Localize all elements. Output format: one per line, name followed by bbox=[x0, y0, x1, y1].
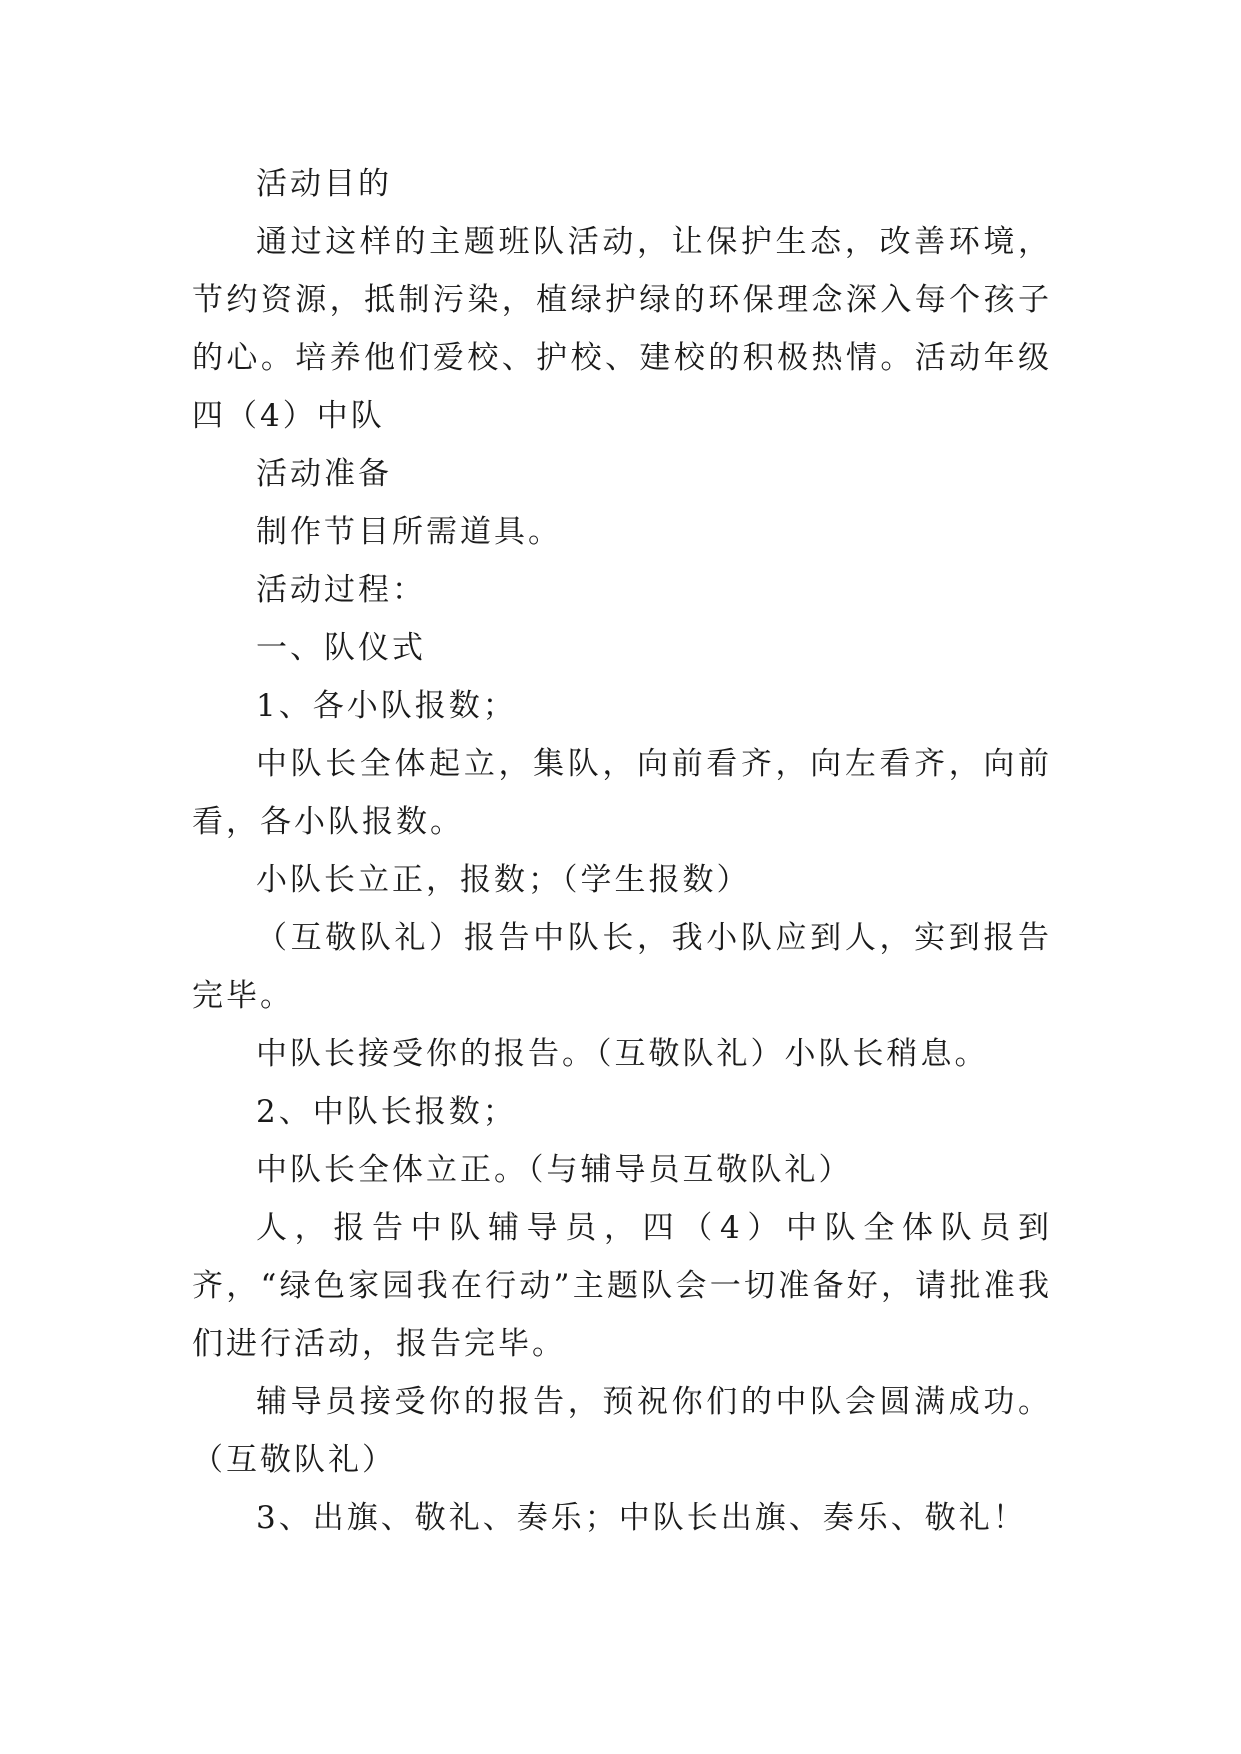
document-body bbox=[192, 155, 1052, 1547]
paragraph: 2、中队长报数； bbox=[256, 1094, 517, 1130]
paragraph: 活动目的 bbox=[256, 166, 392, 202]
paragraph: （互敬队礼）报告中队长，我小队应到人，实到报告完毕。 bbox=[192, 920, 1052, 1014]
paragraph: 制作节目所需道具。 bbox=[256, 514, 562, 550]
paragraph: 辅导员接受你的报告，预祝你们的中队会圆满成功。（互敬队礼） bbox=[192, 1384, 1052, 1478]
paragraph: 1、各小队报数； bbox=[256, 688, 517, 724]
paragraph: 活动准备 bbox=[256, 456, 392, 492]
paragraph: 3、出旗、敬礼、奏乐；中队长出旗、奏乐、敬礼！ bbox=[256, 1500, 1027, 1536]
paragraph: 一、队仪式 bbox=[256, 630, 426, 666]
paragraph: 人，报告中队辅导员，四（4）中队全体队员到齐，“绿色家园我在行动”主题队会一切准备好，请批准我们进行活动，报告完毕。 bbox=[192, 1210, 1052, 1362]
paragraph: 中队长接受你的报告。（互敬队礼）小队长稍息。 bbox=[256, 1036, 989, 1072]
paragraph: 小队长立正，报数；（学生报数） bbox=[256, 862, 751, 898]
paragraph: 中队长全体立正。（与辅导员互敬队礼） bbox=[256, 1152, 853, 1188]
paragraph: 活动过程： bbox=[256, 572, 426, 608]
paragraph: 通过这样的主题班队活动，让保护生态，改善环境，节约资源，抵制污染，植绿护绿的环保理念深入每个孩子的心。培养他们爱校、护校、建校的积极热情。活动年级四（4）中队 bbox=[192, 224, 1052, 434]
paragraph: 中队长全体起立，集队，向前看齐，向左看齐，向前看，各小队报数。 bbox=[192, 746, 1052, 840]
